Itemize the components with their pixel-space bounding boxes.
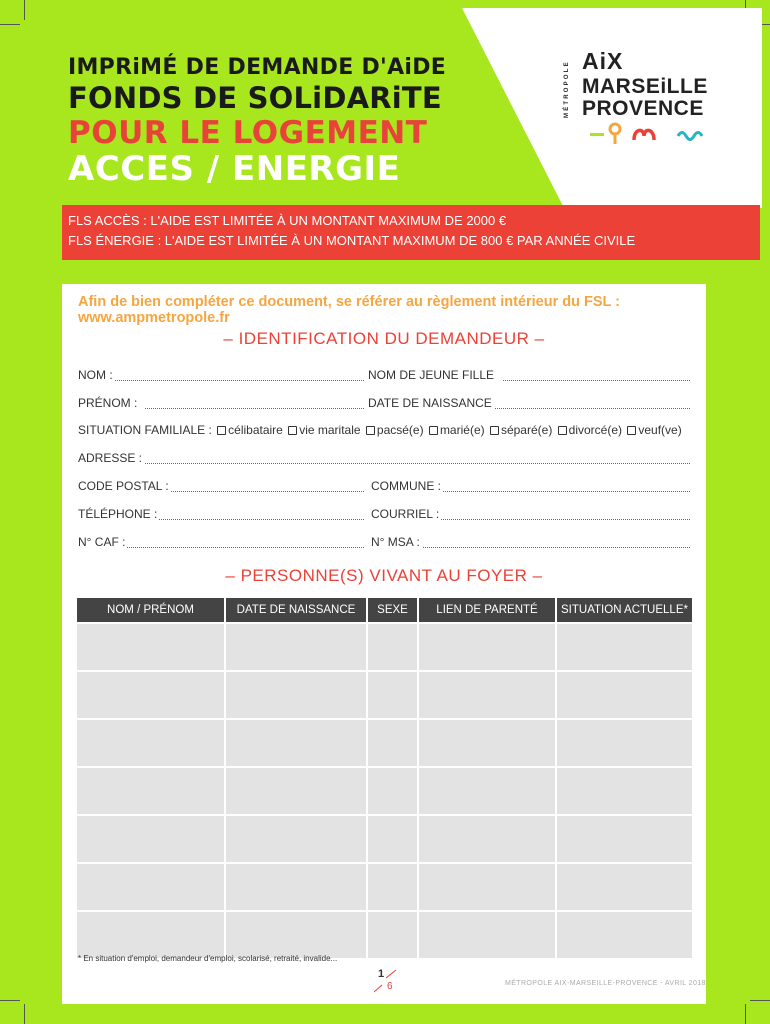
table-cell[interactable] [226,912,366,958]
checkbox-divorce[interactable] [558,426,567,435]
code-postal-field[interactable] [78,479,366,495]
nom-field[interactable] [78,368,366,384]
crop-mark [750,1000,770,1001]
identification-heading: – IDENTIFICATION DU DEMANDEUR – [223,329,545,348]
limits-banner [62,205,760,260]
foyer-heading: – PERSONNE(S) VIVANT AU FOYER – [225,566,543,585]
telephone-label: TÉLÉPHONE : [78,507,158,521]
table-cell[interactable] [368,720,417,766]
page-total: 6 [387,981,393,992]
table-cell[interactable] [77,816,224,862]
situation-label: SITUATION FAMILIALE : [78,423,212,437]
table-cell[interactable] [368,816,417,862]
table-cell[interactable] [419,912,555,958]
crop-mark [24,0,25,20]
table-cell[interactable] [226,720,366,766]
table-cell[interactable] [226,768,366,814]
table-cell[interactable] [557,672,692,718]
option-divorce: divorcé(e) [568,423,623,437]
telephone-field[interactable] [78,507,366,523]
logo-provence-text: PROVENCE [582,97,704,120]
prenom-field[interactable] [78,396,366,412]
courriel-field[interactable] [371,507,690,523]
table-cell[interactable] [77,912,224,958]
date-naissance-field[interactable] [368,396,690,412]
table-cell[interactable] [77,720,224,766]
table-cell[interactable] [419,816,555,862]
table-cell[interactable] [419,624,555,670]
table-cell[interactable] [368,864,417,910]
table-cell[interactable] [77,864,224,910]
option-separe: séparé(e) [500,423,553,437]
date-naissance-label: DATE DE NAISSANCE [368,396,492,410]
table-cell[interactable] [557,624,692,670]
adresse-field[interactable] [78,451,690,467]
option-pacse: pacsé(e) [376,423,424,437]
crop-mark [0,1000,20,1001]
checkbox-celibataire[interactable] [217,426,226,435]
logo-shapes-icon [590,120,720,148]
nom-jeune-fille-field[interactable] [368,368,690,384]
table-cell[interactable] [419,672,555,718]
footer-credit: MÉTROPOLE AIX-MARSEILLE-PROVENCE - AVRIL 2018 [505,980,706,987]
table-cell[interactable] [419,864,555,910]
checkbox-marie[interactable] [429,426,438,435]
table-cell[interactable] [226,816,366,862]
intro-text: Afin de bien compléter ce document, se référer au règlement intérieur du FSL : www.ampmetropole.fr [78,294,621,326]
commune-field[interactable] [371,479,690,495]
table-row [77,624,692,670]
msa-field[interactable] [371,535,690,551]
page-current: 1 [378,968,385,980]
logo-marseille-text: MARSEiLLE [582,75,708,98]
checkbox-vie-maritale[interactable] [288,426,297,435]
table-row [77,816,692,862]
code-postal-label: CODE POSTAL : [78,479,169,493]
title-line-1: IMPRiMÉ DE DEMANDE D'AiDE [68,55,447,80]
table-cell[interactable] [368,672,417,718]
table-cell[interactable] [226,672,366,718]
column-header-nom: NOM / PRÉNOM [77,598,224,622]
title-line-3: POUR LE LOGEMENT [68,115,428,151]
crop-mark [0,24,20,25]
crop-mark [745,1004,746,1024]
checkbox-pacse[interactable] [366,426,375,435]
title-line-4: ACCES / ENERGIE [68,149,401,189]
nom-jeune-fille-label: NOM DE JEUNE FILLE [368,368,502,382]
table-cell[interactable] [368,912,417,958]
table-row [77,912,692,958]
table-cell[interactable] [77,624,224,670]
prenom-label: PRÉNOM : [78,396,145,410]
table-cell[interactable] [557,768,692,814]
table-cell[interactable] [226,624,366,670]
column-header-date-naissance: DATE DE NAISSANCE [226,598,366,622]
table-cell[interactable] [419,720,555,766]
table-cell[interactable] [557,864,692,910]
courriel-label: COURRIEL : [371,507,440,521]
crop-mark [24,1004,25,1024]
caf-field[interactable] [78,535,366,551]
logo-metropole-text: MÉTROPOLE [564,60,570,118]
table-cell[interactable] [77,672,224,718]
checkbox-veuf[interactable] [627,426,636,435]
title-line-2: FONDS DE SOLiDARiTE [68,81,442,115]
page-number [374,968,404,996]
option-vie-maritale: vie maritale [299,423,361,437]
option-marie: marié(e) [439,423,485,437]
dotted-line [78,380,364,381]
table-cell[interactable] [368,624,417,670]
option-celibataire: célibataire [228,423,283,437]
table-row [77,768,692,814]
nom-label: NOM : [78,368,113,382]
option-veuf: veuf(ve) [638,423,682,437]
caf-label: N° CAF : [78,535,126,549]
dotted-line [78,463,690,464]
table-row [77,672,692,718]
checkbox-separe[interactable] [490,426,499,435]
table-cell[interactable] [368,768,417,814]
limit-energie: FLS ÉNERGIE : L'AIDE EST LIMITÉE À UN MONTANT MAXIMUM DE 800 € PAR ANNÉE CIVILE [68,233,636,248]
commune-label: COMMUNE : [371,479,441,493]
adresse-label: ADRESSE : [78,451,143,465]
column-header-situation: SITUATION ACTUELLE* [557,598,692,622]
limit-acces: FLS ACCÈS : L'AIDE EST LIMITÉE À UN MONTANT MAXIMUM DE 2000 € [68,213,507,228]
table-cell[interactable] [557,912,692,958]
table-cell[interactable] [419,768,555,814]
column-header-lien: LIEN DE PARENTÉ [419,598,555,622]
logo-aix-text: AiX [582,48,624,74]
table-cell[interactable] [557,816,692,862]
column-header-sexe: SEXE [368,598,417,622]
table-row [77,720,692,766]
msa-label: N° MSA : [371,535,420,549]
table-cell[interactable] [77,768,224,814]
footnote: * En situation d'emploi, demandeur d'emploi, scolarisé, retraité, invalide... [78,954,338,963]
foyer-table [75,596,694,960]
table-header-row [77,598,692,622]
table-cell[interactable] [557,720,692,766]
situation-familiale-row [78,423,682,437]
table-cell[interactable] [226,864,366,910]
table-row [77,864,692,910]
